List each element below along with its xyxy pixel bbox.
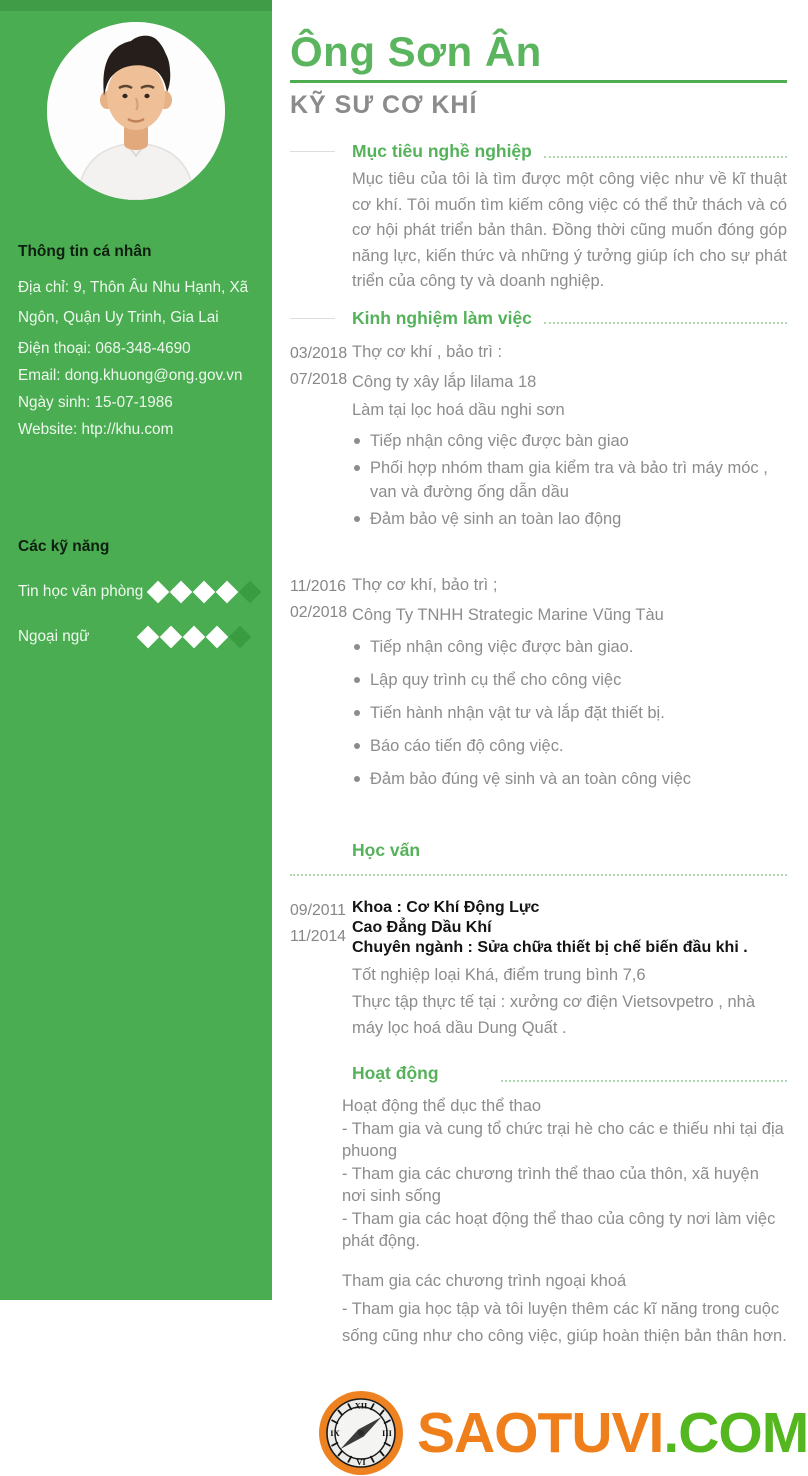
email-line: Email: dong.khuong@ong.gov.vn [18, 367, 243, 384]
date-from: 03/2018 [290, 344, 348, 362]
svg-text:III: III [382, 1427, 392, 1438]
section-activities [290, 1063, 787, 1350]
bullet-item: Đảm bảo đúng vệ sinh và an toàn công việc [352, 767, 787, 791]
skill-diamond-icon [137, 626, 160, 649]
education-dates [290, 898, 352, 1041]
section-header [290, 840, 787, 861]
skills-title: Các kỹ năng [18, 538, 110, 555]
person-avatar-icon [47, 22, 225, 200]
experience-bullets [352, 635, 787, 791]
bullet-item: Đảm bảo vệ sinh an toàn lao động [352, 507, 787, 531]
skill-diamond-icon [183, 626, 206, 649]
experience-body [352, 574, 787, 791]
section-education [290, 840, 787, 1041]
section-header [290, 308, 787, 329]
objective-text: Mục tiêu của tôi là tìm được một công việc như về kĩ thuật cơ khí. Tôi muốn tìm kiếm công việc có thể thử thách và có cơ hội phát triển bản thân. Đồng thời cũng muốn đóng góp năng lực, kiến thức và những ý tưởng giúp ích cho sự phát triển của công ty và doanh nghiệp. [352, 170, 787, 291]
activity-line: - Tham gia học tập và tôi luyện thêm các kĩ năng trong cuộc sống cũng như cho công việc, giúp hoàn thiện bản thân hơn. [342, 1299, 787, 1345]
experience-note: Làm tại lọc hoá dầu nghi sơn [352, 400, 565, 419]
skill-row [0, 628, 272, 646]
candidate-name: Ông Sơn Ân [290, 28, 542, 75]
section-objective [290, 141, 787, 295]
header-dotted-rule [544, 156, 787, 158]
date-from: 09/2011 [290, 901, 346, 919]
skill-rating [143, 584, 258, 600]
experience-item [290, 341, 787, 531]
skill-row [0, 583, 272, 601]
experience-company: Công Ty TNHH Strategic Marine Vũng Tàu [352, 605, 664, 624]
skill-diamond-icon [160, 626, 183, 649]
experience-role: Thợ cơ khí, bảo trì ; [352, 575, 498, 594]
main-content [272, 0, 808, 1467]
section-dotted-rule [290, 874, 787, 876]
education-internship: Thực tập thực tế tại : xưởng cơ điện Vietsovpetro , nhà máy lọc hoá dầu Dung Quất . [352, 992, 756, 1037]
education-body [352, 898, 787, 1041]
clock-logo-icon [318, 1390, 404, 1476]
experience-body [352, 341, 787, 531]
experience-company: Công ty xây lắp lilama 18 [352, 372, 537, 391]
svg-text:IX: IX [330, 1427, 340, 1438]
header-spacer [290, 850, 335, 851]
brand-name-primary: SAOTUVI [417, 1400, 664, 1465]
bullet-item: Lập quy trình cụ thể cho công việc [352, 668, 787, 692]
education-faculty: Khoa : Cơ Khí Động Lực [352, 898, 540, 916]
header-dotted-rule [544, 322, 787, 324]
activity-line: - Tham gia và cung tổ chức trại hè cho các e thiếu nhi tại địa phuong [342, 1119, 784, 1161]
sidebar [0, 0, 272, 1300]
bullet-item: Tiến hành nhận vật tư và lắp đặt thiết bị. [352, 701, 787, 725]
site-watermark [290, 1390, 808, 1476]
skill-diamond-icon [239, 581, 262, 604]
brand-name-suffix: .COM [663, 1400, 808, 1465]
skill-diamond-icon [147, 581, 170, 604]
skill-diamond-icon [206, 626, 229, 649]
profile-photo [47, 22, 225, 200]
section-title: Hoạt động [352, 1062, 439, 1083]
svg-text:XII: XII [354, 1400, 368, 1411]
section-header [290, 1063, 787, 1084]
activity-heading: Tham gia các chương trình ngoại khoá [342, 1271, 627, 1290]
section-experience [290, 308, 787, 791]
bullet-item: Phối hợp nhóm tham gia kiểm tra và bảo trì máy móc , van và đường ống dẫn dầu [352, 456, 787, 504]
skill-label: Ngoại ngữ [18, 628, 90, 645]
bullet-item: Tiếp nhận công việc được bàn giao. [352, 635, 787, 659]
skill-rating [133, 629, 248, 645]
phone-line: Điện thoại: 068-348-4690 [18, 340, 191, 357]
header-spacer [290, 1073, 335, 1074]
experience-dates [290, 574, 352, 791]
brand-name [417, 1400, 808, 1466]
section-title: Kinh nghiệm làm việc [352, 307, 532, 328]
activity-line: - Tham gia các chương trình thể thao của thôn, xã huyện nơi sinh sống [342, 1164, 759, 1206]
experience-role: Thợ cơ khí , bảo trì : [352, 342, 503, 361]
skill-diamond-icon [193, 581, 216, 604]
bullet-item: Tiếp nhận công việc được bàn giao [352, 429, 787, 453]
date-to: 11/2014 [290, 927, 346, 945]
personal-info-list [0, 273, 272, 443]
personal-info-title: Thông tin cá nhân [18, 243, 152, 260]
activity-group [342, 1269, 787, 1350]
education-school: Cao Đẳng Dầu Khí [352, 918, 492, 936]
date-from: 11/2016 [290, 577, 346, 595]
birthday-line: Ngày sinh: 15-07-1986 [18, 394, 173, 411]
experience-item [290, 574, 787, 791]
activity-line: - Tham gia các hoạt động thể thao của công ty nơi làm việc phát động. [342, 1209, 776, 1251]
section-header [290, 141, 787, 162]
experience-bullets [352, 429, 787, 531]
section-title: Học vấn [352, 839, 421, 860]
section-title: Mục tiêu nghề nghiệp [352, 141, 532, 162]
header-dotted-rule [501, 1080, 787, 1082]
education-major: Chuyên ngành : Sửa chữa thiết bị chế biến đầu khi . [352, 938, 748, 956]
date-to: 07/2018 [290, 370, 348, 388]
svg-text:VI: VI [356, 1456, 366, 1467]
skill-diamond-icon [216, 581, 239, 604]
skill-diamond-icon [229, 626, 252, 649]
activity-heading: Hoạt động thể dục thể thao [342, 1096, 542, 1115]
experience-dates [290, 341, 352, 531]
header-left-rule [290, 318, 335, 319]
education-item [290, 898, 787, 1041]
date-to: 02/2018 [290, 603, 348, 621]
name-underline [290, 80, 787, 83]
job-title: KỸ SƯ CƠ KHÍ [290, 90, 478, 119]
bullet-item: Báo cáo tiến độ công việc. [352, 734, 787, 758]
skill-label: Tin học văn phòng [18, 583, 144, 600]
education-grade: Tốt nghiệp loại Khá, điểm trung bình 7,6 [352, 965, 646, 984]
address-line: Địa chỉ: 9, Thôn Âu Nhu Hạnh, Xã Ngôn, Quận Uy Trinh, Gia Lai [18, 279, 249, 326]
header-left-rule [290, 151, 335, 152]
website-line: Website: htp://khu.com [18, 421, 174, 438]
activities-body [290, 1094, 787, 1350]
skill-diamond-icon [170, 581, 193, 604]
